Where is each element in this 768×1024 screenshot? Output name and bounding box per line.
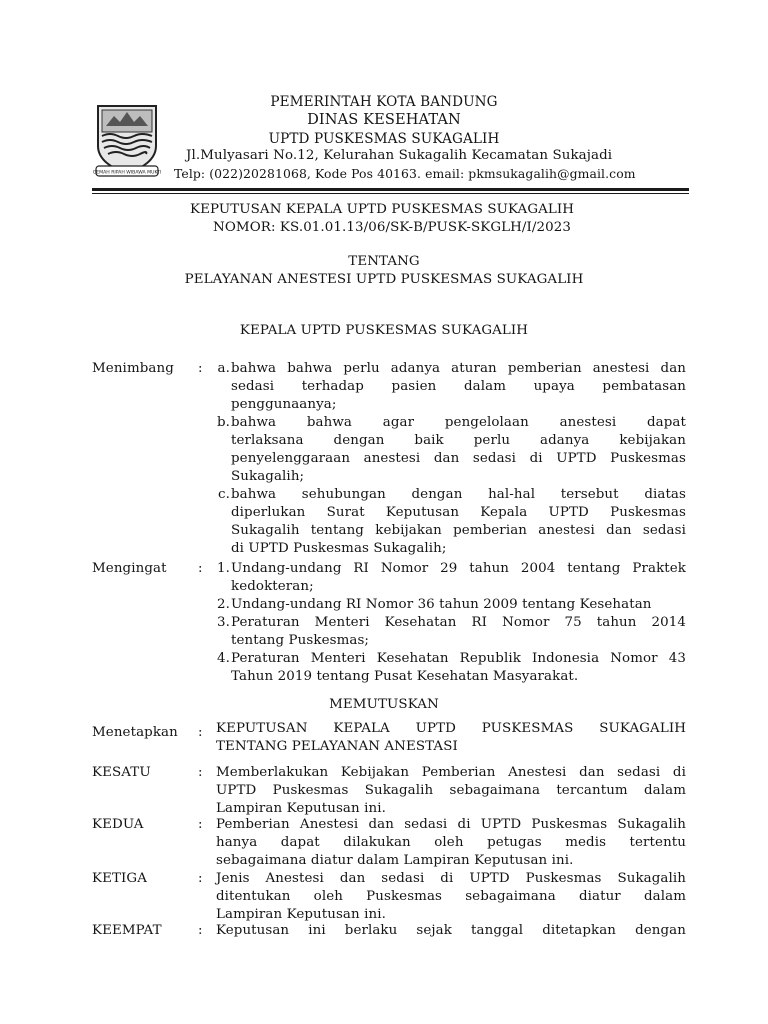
menimbang-label: Menimbang xyxy=(92,361,174,376)
mengingat-label: Mengingat xyxy=(92,561,167,576)
article-line: Lampiran Keputusan ini. xyxy=(216,801,386,816)
article-line: Pemberian Anestesi dan sedasi di UPTD Puskesmas Sukagalih xyxy=(216,817,686,832)
mengingat-line: Peraturan Menteri Kesehatan RI Nomor 75 tahun 2014 xyxy=(231,615,686,630)
menimbang-marker-c: c. xyxy=(218,487,230,502)
menimbang-line: bahwa bahwa perlu adanya aturan pemberian anestesi dan xyxy=(231,361,686,376)
menimbang-line: di UPTD Puskesmas Sukagalih; xyxy=(231,541,447,556)
menimbang-marker-b: b. xyxy=(216,415,230,430)
article-line: sebagaimana diatur dalam Lampiran Keputusan ini. xyxy=(216,853,574,868)
decree-about: TENTANG xyxy=(348,254,420,269)
menimbang-colon: : xyxy=(198,361,203,376)
header-contact: Telp: (022)20281068, Kode Pos 40163. email: pkmsukagalih@gmail.com xyxy=(174,166,636,181)
article-label-keempat: KEEMPAT xyxy=(92,923,162,938)
letterhead-rule-thick xyxy=(92,188,689,191)
menimbang-line: penggunaanya; xyxy=(231,397,337,412)
article-line: ditentukan oleh Puskesmas sebagaimana diatur dalam xyxy=(216,889,686,904)
menetapkan-colon: : xyxy=(198,725,203,740)
mengingat-marker-3: 3. xyxy=(217,615,230,630)
article-line: Memberlakukan Kebijakan Pemberian Anestesi dan sedasi di xyxy=(216,765,686,780)
menimbang-line: Sukagalih; xyxy=(231,469,305,484)
decree-authority: KEPALA UPTD PUSKESMAS SUKAGALIH xyxy=(239,323,529,338)
article-label-kesatu: KESATU xyxy=(92,765,151,780)
header-government: PEMERINTAH KOTA BANDUNG xyxy=(270,94,498,110)
menetapkan-line: KEPUTUSAN KEPALA UPTD PUSKESMAS SUKAGALIH xyxy=(216,721,686,736)
article-colon: : xyxy=(198,871,203,886)
mengingat-line: tentang Puskesmas; xyxy=(231,633,370,648)
menimbang-line: bahwa bahwa agar pengelolaan anestesi dapat xyxy=(231,415,686,430)
article-line: Jenis Anestesi dan sedasi di UPTD Puskesmas Sukagalih xyxy=(216,871,686,886)
article-line: UPTD Puskesmas Sukagalih sebagaimana tercantum dalam xyxy=(216,783,686,798)
menimbang-line: penyelenggaraan anestesi dan sedasi di UPTD Puskesmas xyxy=(231,451,686,466)
article-line: Keputusan ini berlaku sejak tanggal ditetapkan dengan xyxy=(216,923,686,938)
article-label-ketiga: KETIGA xyxy=(92,871,147,886)
article-colon: : xyxy=(198,765,203,780)
mengingat-marker-2: 2. xyxy=(217,597,230,612)
mengingat-line: Peraturan Menteri Kesehatan Republik Indonesia Nomor 43 xyxy=(231,651,686,666)
menimbang-line: Sukagalih tentang kebijakan pemberian anestesi dan sedasi xyxy=(231,523,686,538)
decree-number: NOMOR: KS.01.01.13/06/SK-B/PUSK-SKGLH/I/2023 xyxy=(213,220,571,235)
mengingat-line: Undang-undang RI Nomor 29 tahun 2004 tentang Praktek xyxy=(231,561,686,576)
mengingat-line: Tahun 2019 tentang Pusat Kesehatan Masyarakat. xyxy=(231,669,579,684)
menimbang-marker-a: a. xyxy=(217,361,230,376)
article-label-kedua: KEDUA xyxy=(92,817,144,832)
decree-subject: PELAYANAN ANESTESI UPTD PUSKESMAS SUKAGALIH xyxy=(184,272,584,287)
menetapkan-label: Menetapkan xyxy=(92,725,178,740)
logo-motto: GEMAH RIPAH WIBAWA MUKTI xyxy=(92,170,162,176)
header-agency: DINAS KESEHATAN xyxy=(307,111,461,128)
mengingat-marker-1: 1. xyxy=(217,561,230,576)
menimbang-line: diperlukan Surat Keputusan Kepala UPTD Puskesmas xyxy=(231,505,686,520)
mengingat-colon: : xyxy=(198,561,203,576)
article-line: Lampiran Keputusan ini. xyxy=(216,907,386,922)
article-colon: : xyxy=(198,923,203,938)
decree-title: KEPUTUSAN KEPALA UPTD PUSKESMAS SUKAGALIH xyxy=(190,202,575,217)
mengingat-line: kedokteran; xyxy=(231,579,314,594)
mengingat-line: Undang-undang RI Nomor 36 tahun 2009 tentang Kesehatan xyxy=(231,597,652,612)
mengingat-marker-4: 4. xyxy=(217,651,230,666)
menimbang-line: terlaksana dengan baik perlu adanya kebijakan xyxy=(231,433,686,448)
menetapkan-line: TENTANG PELAYANAN ANESTASI xyxy=(216,739,458,754)
article-line: hanya dapat dilakukan oleh petugas medis tertentu xyxy=(216,835,686,850)
letterhead-rule-thin xyxy=(92,193,689,194)
article-colon: : xyxy=(198,817,203,832)
menimbang-line: bahwa sehubungan dengan hal-hal tersebut diatas xyxy=(231,487,686,502)
header-unit: UPTD PUSKESMAS SUKAGALIH xyxy=(268,131,500,147)
menimbang-line: sedasi terhadap pasien dalam upaya pembatasan xyxy=(231,379,686,394)
memutuskan-heading: MEMUTUSKAN xyxy=(329,697,439,712)
header-address: Jl.Mulyasari No.12, Kelurahan Sukagalih Kecamatan Sukajadi xyxy=(186,148,613,163)
